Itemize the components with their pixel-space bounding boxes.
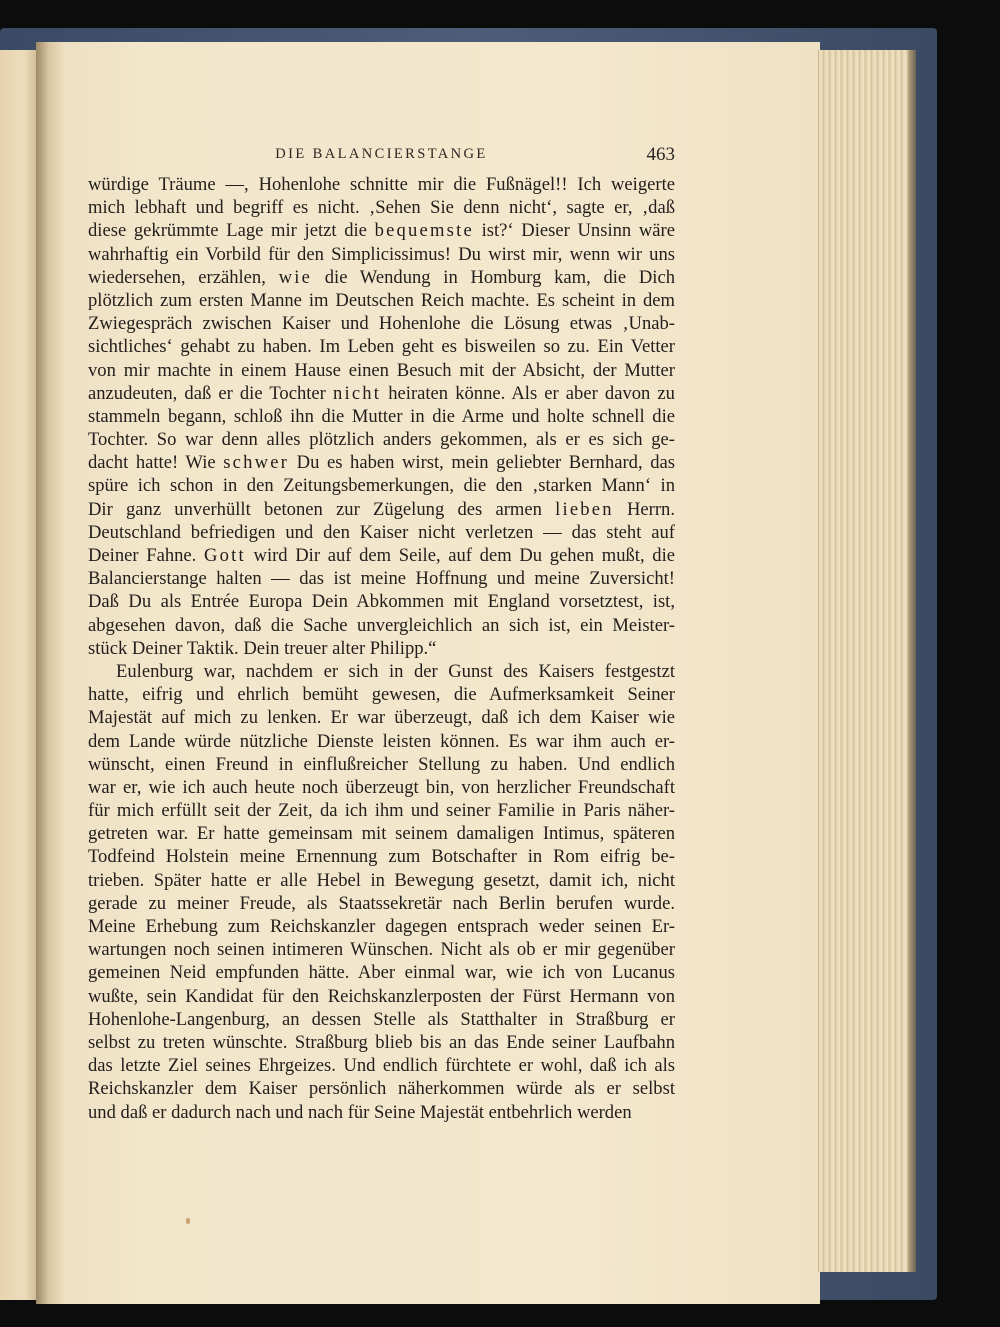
- text-line: Deiner Fahne. Gott wird Dir auf dem Seile, auf dem Du gehen mußt, die: [88, 545, 675, 566]
- text-line: Meine Erhebung zum Reichskanzler dagegen entsprach weder seinen Er-: [88, 916, 675, 937]
- emphasized-word: schwer: [223, 452, 290, 474]
- emphasized-word: bequemste: [374, 220, 474, 242]
- text-line: stück Deiner Taktik. Dein treuer alter Philipp.“: [88, 637, 437, 659]
- text-line: und daß er dadurch nach und nach für Seine Majestät entbehrlich werden: [88, 1101, 632, 1123]
- text-line: Majestät auf mich zu lenken. Er war überzeugt, daß ich dem Kaiser wie: [88, 707, 675, 729]
- text-line: trieben. Später hatte er alle Hebel in Bewegung gesetzt, damit ich, nicht: [88, 869, 675, 891]
- text-line: wiedersehen, erzählen, wie die Wendung in Homburg kam, die Dich: [88, 266, 675, 288]
- text-line: Zwiegespräch zwischen Kaiser und Hohenlohe die Lösung etwas ‚Unab-: [88, 313, 675, 335]
- text-line: wahrhaftig ein Vorbild für den Simplicissimus! Du wirst mir, wenn wir uns: [88, 243, 675, 265]
- text-line: wünscht, einen Freund in einflußreicher Stellung zu haben. Und endlich: [88, 753, 675, 775]
- page-header: [88, 144, 675, 168]
- text-line: war er, wie ich auch heute noch überzeugt bin, von herzlicher Freundschaft: [88, 776, 675, 798]
- text-line: für mich erfüllt seit der Zeit, da ich ihm und seiner Familie in Paris näher-: [88, 800, 675, 822]
- text-line: gerade zu meiner Freude, als Staatssekretär nach Berlin berufen wurde.: [88, 892, 675, 914]
- text-line: wartungen noch seinen intimeren Wünschen. Nicht als ob er mir gegenüber: [88, 939, 675, 961]
- body-text: [88, 173, 675, 1124]
- text-line: das letzte Ziel seines Ehrgeizes. Und endlich fürchtete er wohl, daß ich als: [88, 1055, 675, 1077]
- text-line: Balancierstange halten — das ist meine Hoffnung und meine Zuversicht!: [88, 568, 675, 590]
- text-line: Dir ganz unverhüllt betonen zur Zügelung des armen lieben Herrn.: [88, 498, 675, 520]
- text-line: stammeln begann, schloß ihn die Mutter in die Arme und holte schnell die: [88, 405, 675, 427]
- text-line: gemeinen Neid empfunden hätte. Aber einmal war, wie ich von Lucanus: [88, 962, 675, 984]
- page-number: 463: [646, 144, 675, 165]
- text-line: sichtliches‘ gehabt zu haben. Im Leben geht es bisweilen so zu. Ein Vetter: [88, 336, 675, 358]
- text-line: Eulenburg war, nachdem er sich in der Gunst des Kaisers festgestzt: [116, 660, 675, 682]
- text-line: spüre ich schon in den Zeitungsbemerkungen, die den ‚starken Mann‘ in: [88, 475, 675, 497]
- paper-speck: [186, 1218, 190, 1224]
- emphasized-word: Gott: [204, 545, 246, 566]
- text-line: dem Lande würde nützliche Dienste leisten können. Es war ihm auch er-: [88, 730, 675, 752]
- text-line: dacht hatte! Wie schwer Du es haben wirst, mein geliebter Bernhard, das: [88, 452, 675, 474]
- text-line: Deutschland befriedigen und den Kaiser nicht verletzen — das steht auf: [88, 521, 675, 543]
- emphasized-word: wie: [278, 266, 313, 288]
- text-line: Hohenlohe-Langenburg, an dessen Stelle als Statthalter in Straßburg er: [88, 1008, 675, 1030]
- page-gutter: [36, 42, 64, 1304]
- facing-page: [0, 50, 40, 1300]
- text-line: Tochter. So war denn alles plötzlich anders gekommen, als er es sich ge-: [88, 429, 675, 451]
- page-edges-shadow: [908, 50, 916, 1272]
- text-line: Todfeind Holstein meine Ernennung zum Botschafter in Rom eifrig be-: [88, 846, 675, 868]
- text-line: würdige Träume —, Hohenlohe schnitte mir die Fußnägel!! Ich weigerte: [88, 174, 675, 195]
- text-line: anzudeuten, daß er die Tochter nicht heiraten könne. Als er aber davon zu: [88, 382, 675, 404]
- text-line: Daß Du als Entrée Europa Dein Abkommen mit England vorsetztest, ist,: [88, 591, 675, 613]
- text-line: diese gekrümmte Lage mir jetzt die bequemste ist?‘ Dieser Unsinn wäre: [88, 220, 675, 242]
- text-line: selbst zu treten wünschte. Straßburg blieb bis an das Ende seiner Laufbahn: [88, 1031, 675, 1053]
- emphasized-word: lieben: [555, 498, 614, 520]
- running-title: DIE BALANCIERSTANGE: [275, 146, 488, 162]
- text-line: wußte, sein Kandidat für den Reichskanzlerposten der Fürst Hermann von: [88, 985, 675, 1007]
- text-line: plötzlich zum ersten Manne im Deutschen Reich machte. Es scheint in dem: [88, 289, 675, 311]
- text-line: abgesehen davon, daß die Sache unvergleichlich an sich ist, ein Meister-: [88, 614, 675, 636]
- emphasized-word: nicht: [332, 382, 382, 404]
- page-edges: [818, 50, 915, 1272]
- text-line: getreten war. Er hatte gemeinsam mit seinem damaligen Intimus, späteren: [88, 823, 675, 845]
- text-line: von mir machte in einem Hause einen Besuch mit der Absicht, der Mutter: [88, 359, 675, 381]
- text-line: hatte, eifrig und ehrlich bemüht gewesen, die Aufmerksamkeit Seiner: [88, 684, 675, 706]
- text-line: mich lebhaft und begriff es nicht. ‚Sehen Sie denn nicht‘, sagte er, ‚daß: [88, 197, 675, 219]
- text-line: Reichskanzler dem Kaiser persönlich näherkommen würde als er selbst: [88, 1078, 675, 1100]
